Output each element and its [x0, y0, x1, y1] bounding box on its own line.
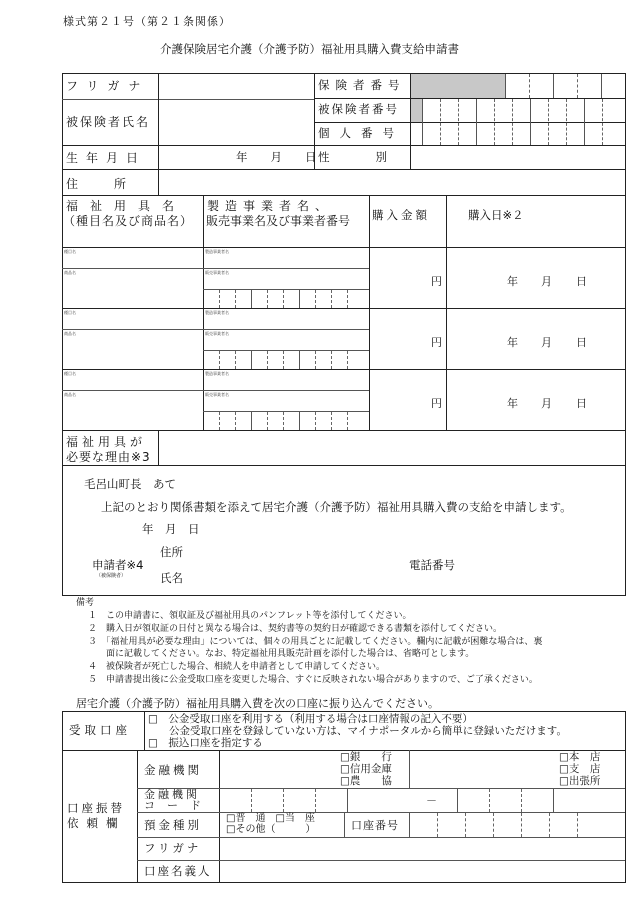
applicant-name-label: 氏名 [160, 571, 183, 585]
col-maker-subtitle: 販売事業名及び事業者番号 [206, 214, 351, 228]
label-transfer-1: 口座振替 [67, 801, 125, 815]
label-code-2: コード [144, 799, 213, 812]
tiny-maker-label: 製造事業者名 [205, 249, 229, 254]
month-unit: 月 [541, 397, 552, 410]
applicant-name-field[interactable] [190, 569, 390, 587]
notes-heading: 備考 [76, 598, 95, 608]
note-item: ４ 被保険者が死亡した場合、相続人を申請者として申請してください。 [88, 662, 386, 672]
tiny-seller-label: 販売事業者名 [205, 392, 229, 397]
label-reason-2: 必要な理由※3 [66, 450, 151, 464]
label-insured-number: 被保険者番号 [318, 102, 399, 116]
tiny-product-label: 商品名 [64, 392, 76, 397]
option-public-account[interactable]: □ 公金受取口座を利用する（利用する場合は口座情報の記入不要） [148, 713, 473, 725]
col-item-subtitle: （種目名及び商品名） [63, 214, 194, 228]
year-unit: 年 [507, 275, 518, 288]
gender-field[interactable] [411, 146, 625, 169]
note-item: ２ 購入日が領収証の日付と異なる場合は、契約書等の契約日が確認できる書類を添付してください。 [88, 624, 503, 634]
label-furigana: フリガナ [66, 79, 150, 93]
month-unit: 月 [541, 336, 552, 349]
label-account-holder: 口座名義人 [144, 864, 212, 878]
note-item: ５ 申請書提出後に公金受取口座を変更した場合、すぐに反映されない場合がありますので、ご了承ください。 [88, 675, 538, 685]
applicant-sub-label: （被保険者） [96, 573, 127, 579]
option-public-account-note: 公金受取口座を登録していない方は、マイナポータルから簡単に登録いただけます。 [148, 725, 567, 737]
label-insured-name: 被保険者氏名 [66, 115, 151, 129]
branch-hq-check[interactable]: □本 店 [559, 751, 601, 763]
year-unit: 年 [507, 336, 518, 349]
inst-nokyo-check[interactable]: □農 協 [340, 775, 392, 787]
declaration-statement: 上記のとおり関係書類を添えて居宅介護（介護予防）福祉用具購入費の支給を申請します。 [101, 500, 572, 514]
addressee: 毛呂山町長 あて [84, 477, 176, 491]
tiny-seller-label: 販売事業者名 [205, 270, 229, 275]
label-account-furigana: フリガナ [144, 841, 202, 855]
label-account-number: 口座番号 [351, 819, 399, 832]
label-receive-account: 受取口座 [69, 723, 131, 737]
label-reason-1: 福祉用具が [66, 435, 147, 449]
label-account-type: 預金種別 [144, 818, 202, 832]
yen-unit: 円 [431, 397, 442, 410]
label-birthdate: 生年月日 [66, 151, 147, 165]
code-separator: － [426, 794, 437, 807]
tiny-item-label: 種目名 [64, 371, 76, 376]
tiny-product-label: 商品名 [64, 270, 76, 275]
account-holder-field[interactable] [220, 861, 625, 882]
label-transfer-2: 依頼欄 [67, 816, 126, 830]
col-date: 購入日※２ [468, 208, 524, 222]
label-personal-number: 個人番号 [318, 126, 404, 140]
inst-shinkin-check[interactable]: □信用金庫 [340, 763, 392, 775]
account-type-options[interactable]: □普 通 □当 座 [226, 813, 315, 824]
reason-field[interactable] [159, 431, 625, 465]
phone-label: 電話番号 [409, 558, 455, 572]
col-amount: 購入金額 [372, 208, 430, 222]
declaration-date: 年 月 日 [142, 522, 200, 536]
option-transfer-account[interactable]: □ 振込口座を指定する [148, 737, 263, 749]
tiny-maker-label: 製造事業者名 [205, 310, 229, 315]
applicant-address-field[interactable] [190, 543, 390, 561]
account-furigana-field[interactable] [220, 838, 625, 860]
address-field[interactable] [159, 170, 625, 195]
note-item: ３ 「福祉用具が必要な理由」については、個々の用具ごとに記載してください。欄内に記載が困難な場合は、裏 [88, 637, 543, 647]
note-item: １ この申請書に、領収証及び福祉用具のパンフレット等を添付してください。 [88, 611, 412, 621]
month-unit: 月 [541, 275, 552, 288]
applicant-label: 申請者※4 [92, 558, 144, 572]
label-address: 住 所 [66, 177, 127, 191]
phone-field[interactable] [464, 556, 614, 574]
tiny-product-label: 商品名 [64, 331, 76, 336]
yen-unit: 円 [431, 336, 442, 349]
branch-office-check[interactable]: □出張所 [559, 775, 601, 787]
label-code-1: 金融機関 [144, 788, 200, 801]
label-insurer-number: 保険者番号 [318, 78, 406, 92]
inst-bank-check[interactable]: □銀 行 [340, 751, 392, 763]
col-maker-title: 製造事業者名、 [207, 199, 334, 213]
year-unit: 年 [507, 397, 518, 410]
bank-intro: 居宅介護（介護予防）福祉用具購入費を次の口座に振り込んでください。 [76, 697, 439, 710]
note-item: 面に記載してください。なお、特定福祉用具販売計画を添付した場合は、省略可とします。 [88, 649, 475, 659]
tiny-maker-label: 製造事業者名 [205, 371, 229, 376]
applicant-address-label: 住所 [160, 545, 183, 559]
label-institution: 金融機関 [144, 763, 202, 777]
tiny-seller-label: 販売事業者名 [205, 331, 229, 336]
insured-name-field[interactable] [159, 100, 314, 145]
day-unit: 日 [576, 397, 587, 410]
tiny-item-label: 種目名 [64, 249, 76, 254]
day-unit: 日 [576, 275, 587, 288]
day-unit: 日 [576, 336, 587, 349]
yen-unit: 円 [431, 275, 442, 288]
col-item-title: 福祉用具名 [66, 199, 187, 213]
birthdate-ymd: 年 月 日 [236, 150, 317, 164]
form-title: 介護保険居宅介護（介護予防）福祉用具購入費支給申請書 [160, 42, 459, 56]
furigana-field[interactable] [159, 74, 314, 99]
form-number: 様式第２１号（第２１条関係） [63, 15, 231, 28]
branch-branch-check[interactable]: □支 店 [559, 763, 601, 775]
tiny-item-label: 種目名 [64, 310, 76, 315]
account-type-other[interactable]: □その他（ ） [226, 824, 316, 835]
label-gender: 性 別 [318, 150, 387, 164]
